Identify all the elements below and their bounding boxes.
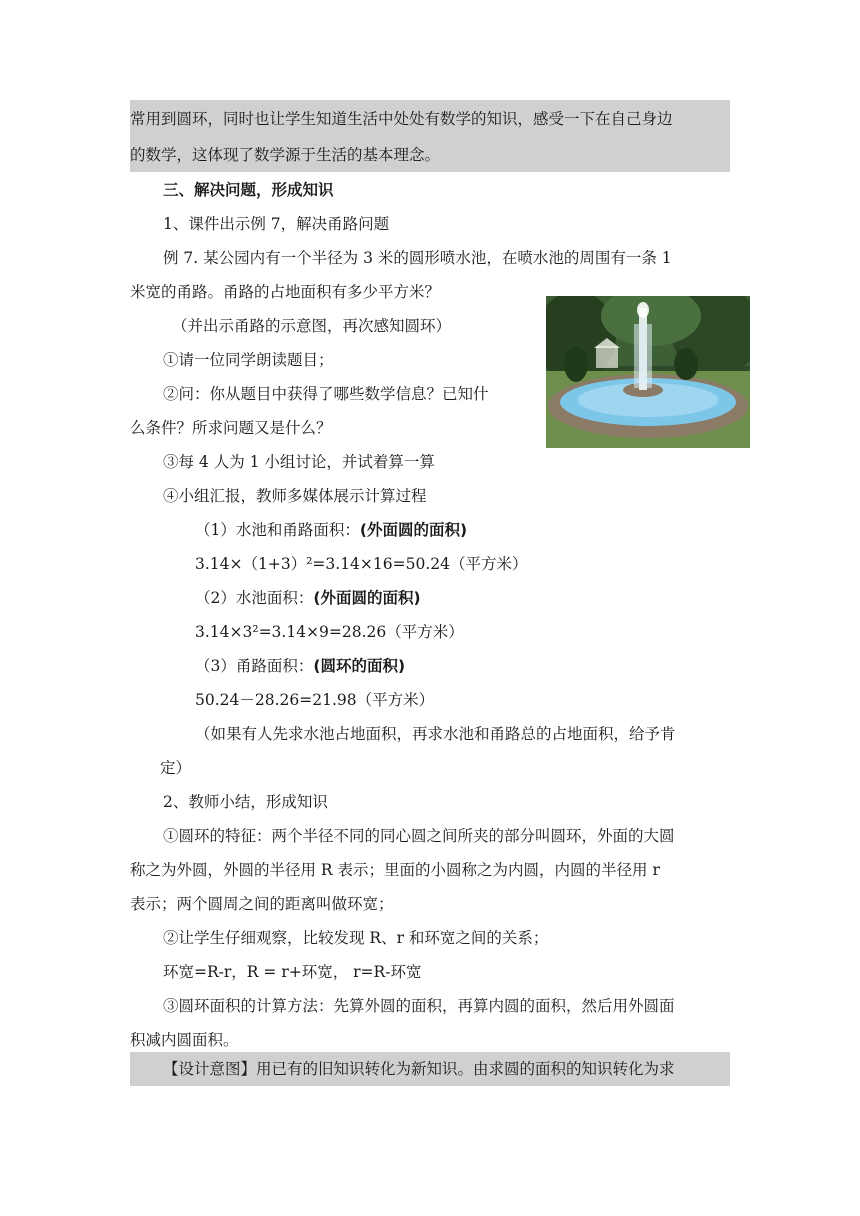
calc-2-label: （2）水池面积： [195,589,314,607]
design-intent: 【设计意图】用已有的旧知识转化为新知识。由求圆的面积的知识转化为求 [163,1060,675,1078]
calc-1-label: （1）水池和甬路面积： [195,521,360,539]
step-1: ①请一位同学朗读题目； [163,351,334,369]
summary-1-line-3: 表示；两个圆周之间的距离叫做环宽； [130,895,394,913]
summary-1-line-1: ①圆环的特征：两个半径不同的同心圆之间所夹的部分叫圆环，外面的大圆 [163,827,675,845]
step-2-line-1: ②问：你从题目中获得了哪些数学信息？已知什 [163,385,489,403]
calc-3-label: （3）甬路面积： [195,657,314,675]
calc-2-formula: 3.14×3²=3.14×9=28.26（平方米） [195,623,464,641]
summary-1-line-2: 称之为外圆，外圆的半径用 R 表示；里面的小圆称之为内圆，内圆的半径用 r [130,861,660,879]
calc-3-note: (圆环的面积) [313,657,406,675]
calc-1-note: (外面圆的面积) [359,521,468,539]
formula-line: 环宽=R-r，R = r+环宽， r=R-环宽 [163,963,422,981]
calc-2 [195,581,421,615]
calc-1 [195,513,467,547]
note-line-1: （如果有人先求水池占地面积，再求水池和甬路总的占地面积，给予肯 [195,725,676,743]
example-line-1: 例 7. 某公园内有一个半径为 3 米的圆形喷水池，在喷水池的周围有一条 1 [163,249,672,267]
note-line-2: 定） [160,759,192,777]
step-2-line-2: 么条件？所求问题又是什么？ [130,419,332,437]
calc-1-formula: 3.14×（1+3）²=3.14×16=50.24（平方米） [195,555,528,573]
section-heading: 三、解决问题，形成知识 [163,181,334,199]
intro-line-2: 的数学，这体现了数学源于生活的基本理念。 [130,146,441,164]
intro-line-1: 常用到圆环，同时也让学生知道生活中处处有数学的知识，感受一下在自己身边 [130,110,673,128]
fountain-photo [546,296,750,448]
example-line-2: 米宽的甬路。甬路的占地面积有多少平方米？ [130,283,441,301]
calc-3-formula: 50.24－28.26=21.98（平方米） [195,691,435,709]
step-4: ④小组汇报，教师多媒体展示计算过程 [163,487,427,505]
subheading-1: 1、课件出示例 7，解决甬路问题 [163,215,390,233]
subheading-2: 2、教师小结，形成知识 [163,793,328,811]
calc-3 [195,649,405,683]
diagram-note: （并出示甬路的示意图，再次感知圆环） [172,317,452,335]
summary-2: ②让学生仔细观察，比较发现 R、r 和环宽之间的关系； [163,929,549,947]
calc-2-note: (外面圆的面积) [313,589,421,607]
summary-3-line-2: 积减内圆面积。 [130,1031,239,1049]
summary-3-line-1: ③圆环面积的计算方法：先算外圆的面积，再算内圆的面积，然后用外圆面 [163,997,675,1015]
step-3: ③每 4 人为 1 小组讨论，并试着算一算 [163,453,435,471]
